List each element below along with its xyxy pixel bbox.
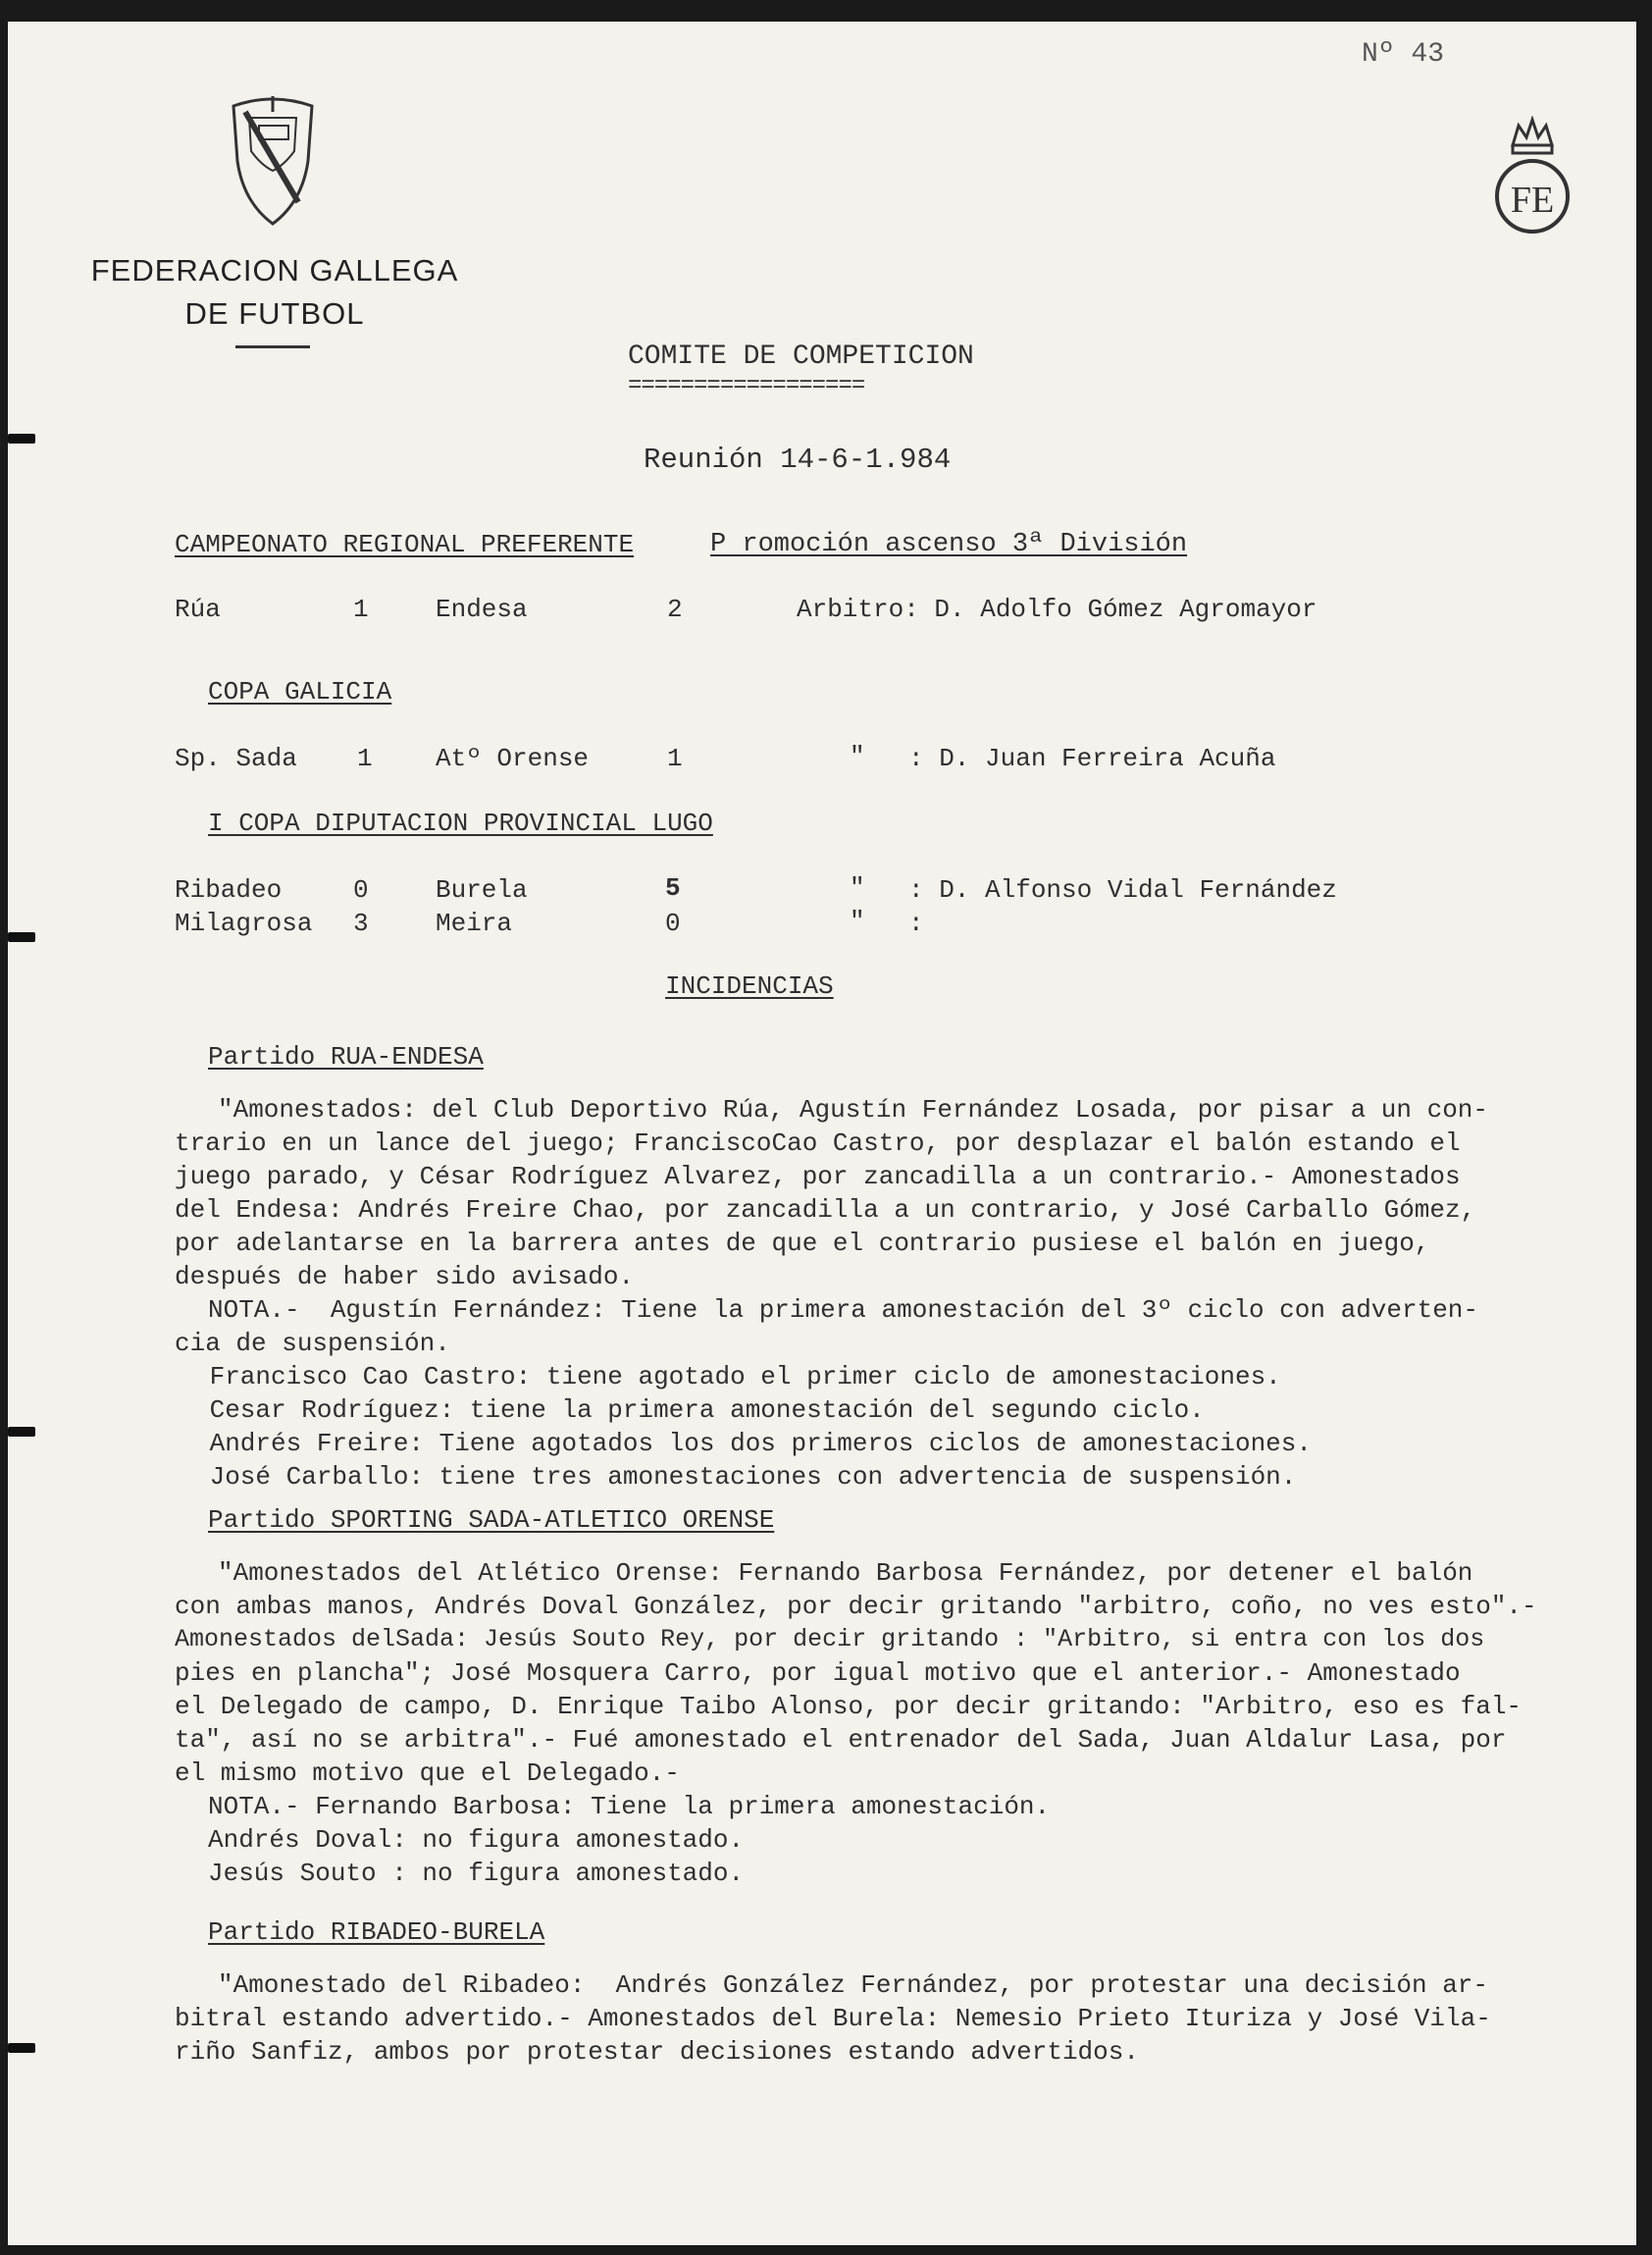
body-line: Amonestados delSada: Jesús Souto Rey, por decir gritando : "Arbitro, si entra con los dos — [175, 1625, 1485, 1653]
note-line: Andrés Freire: Tiene agotados los dos primeros ciclos de amonestaciones. — [194, 1429, 1312, 1458]
away-team: Endesa — [436, 595, 528, 624]
referee: : — [908, 909, 924, 938]
referee: Arbitro: D. Adolfo Gómez Agromayor — [797, 595, 1317, 624]
crowned-crest-icon — [1489, 116, 1575, 253]
body-line: trario en un lance del juego; FranciscoCao Castro, por desplazar el balón estando el — [175, 1128, 1461, 1158]
body-line: "Amonestados del Atlético Orense: Fernando Barbosa Fernández, por detener el balón — [218, 1558, 1473, 1588]
meeting-date: Reunión 14-6-1.984 — [644, 444, 952, 476]
section-subtitle: P romoción ascenso 3ª División — [710, 530, 1188, 559]
section-title: CAMPEONATO REGIONAL PREFERENTE — [175, 530, 635, 559]
home-team: Rúa — [175, 595, 221, 624]
section-title: I COPA DIPUTACION PROVINCIAL LUGO — [208, 809, 713, 838]
note-line: José Carballo: tiene tres amonestaciones con advertencia de suspensión. — [194, 1462, 1297, 1492]
away-score: 5 — [665, 873, 681, 903]
note-line: Cesar Rodríguez: tiene la primera amonestación del segundo ciclo. — [194, 1395, 1205, 1425]
body-line: el Delegado de campo, D. Enrique Taibo Alonso, por decir gritando: "Arbitro, eso es fal- — [175, 1692, 1523, 1721]
committee-rule: ================== — [628, 373, 865, 399]
note-line: Andrés Doval: no figura amonestado. — [208, 1825, 745, 1855]
note-line: NOTA.- Fernando Barbosa: Tiene la primera amonestación. — [208, 1792, 1051, 1821]
note-line: Jesús Souto : no figura amonestado. — [208, 1859, 745, 1888]
body-line: "Amonestado del Ribadeo: Andrés González Fernández, por protestar una decisión ar- — [218, 1970, 1489, 2000]
ditto-mark: " — [850, 873, 865, 903]
home-score: 1 — [353, 595, 369, 624]
binder-hole — [8, 1427, 35, 1437]
ditto-mark: " — [850, 742, 865, 771]
away-team: Meira — [436, 909, 513, 938]
document-number: Nº 43 — [1362, 39, 1445, 70]
body-line: "Amonestados: del Club Deportivo Rúa, Agustín Fernández Losada, por pisar a un con- — [218, 1095, 1489, 1125]
away-score: 0 — [665, 909, 681, 938]
org-name-line1: FEDERACION GALLEGA — [90, 253, 459, 288]
away-score: 2 — [667, 595, 683, 624]
incident-title: Partido SPORTING SADA-ATLETICO ORENSE — [208, 1505, 775, 1535]
body-line: después de haber sido avisado. — [175, 1262, 635, 1291]
document-page — [8, 22, 1636, 2245]
note-line: cia de suspensión. — [175, 1329, 450, 1358]
home-score: 0 — [353, 875, 369, 905]
home-score: 3 — [353, 909, 369, 938]
home-score: 1 — [357, 744, 373, 773]
away-score: 1 — [667, 744, 683, 773]
body-line: riño Sanfiz, ambos por protestar decisiones estando advertidos. — [175, 2037, 1139, 2067]
home-team: Sp. Sada — [175, 744, 297, 773]
body-line: con ambas manos, Andrés Doval González, por decir gritando "arbitro, coño, no ves esto".- — [175, 1592, 1537, 1621]
body-line: el mismo motivo que el Delegado.- — [175, 1758, 680, 1788]
body-line: juego parado, y César Rodríguez Alvarez, por zancadilla a un contrario.- Amonestados — [175, 1162, 1461, 1191]
ditto-mark: " — [850, 907, 865, 936]
referee: : D. Juan Ferreira Acuña — [908, 744, 1276, 773]
note-line: Francisco Cao Castro: tiene agotado el primer ciclo de amonestaciones. — [194, 1362, 1281, 1391]
committee-title: COMITE DE COMPETICION — [628, 341, 974, 372]
home-team: Milagrosa — [175, 909, 313, 938]
svg-text:FE: FE — [1510, 180, 1555, 221]
body-line: por adelantarse en la barrera antes de que el contrario pusiese el balón en juego, — [175, 1229, 1430, 1258]
section-title: COPA GALICIA — [208, 677, 392, 707]
binder-hole — [8, 2043, 35, 2053]
home-team: Ribadeo — [175, 875, 283, 905]
binder-hole — [8, 932, 35, 942]
away-team: Atº Orense — [436, 744, 590, 773]
referee: : D. Alfonso Vidal Fernández — [908, 875, 1337, 905]
org-name-line2: DE FUTBOL — [184, 296, 365, 331]
note-line: NOTA.- Agustín Fernández: Tiene la primera amonestación del 3º ciclo con adverten- — [208, 1295, 1479, 1325]
org-divider — [235, 345, 310, 348]
incident-title: Partido RUA-ENDESA — [208, 1042, 484, 1072]
away-team: Burela — [436, 875, 528, 905]
body-line: pies en plancha"; José Mosquera Carro, por igual motivo que el anterior.- Amonestado — [175, 1658, 1461, 1688]
body-line: bitral estando advertido.- Amonestados del Burela: Nemesio Prieto Ituriza y José Vila- — [175, 2004, 1491, 2033]
shield-emblem-icon — [226, 92, 320, 230]
body-line: del Endesa: Andrés Freire Chao, por zancadilla a un contrario, y José Carballo Gómez, — [175, 1195, 1476, 1225]
body-line: ta", así no se arbitra".- Fué amonestado el entrenador del Sada, Juan Aldalur Lasa, por — [175, 1725, 1507, 1755]
incident-title: Partido RIBADEO-BURELA — [208, 1917, 545, 1947]
incidencias-title: INCIDENCIAS — [665, 971, 834, 1001]
binder-hole — [8, 434, 35, 444]
